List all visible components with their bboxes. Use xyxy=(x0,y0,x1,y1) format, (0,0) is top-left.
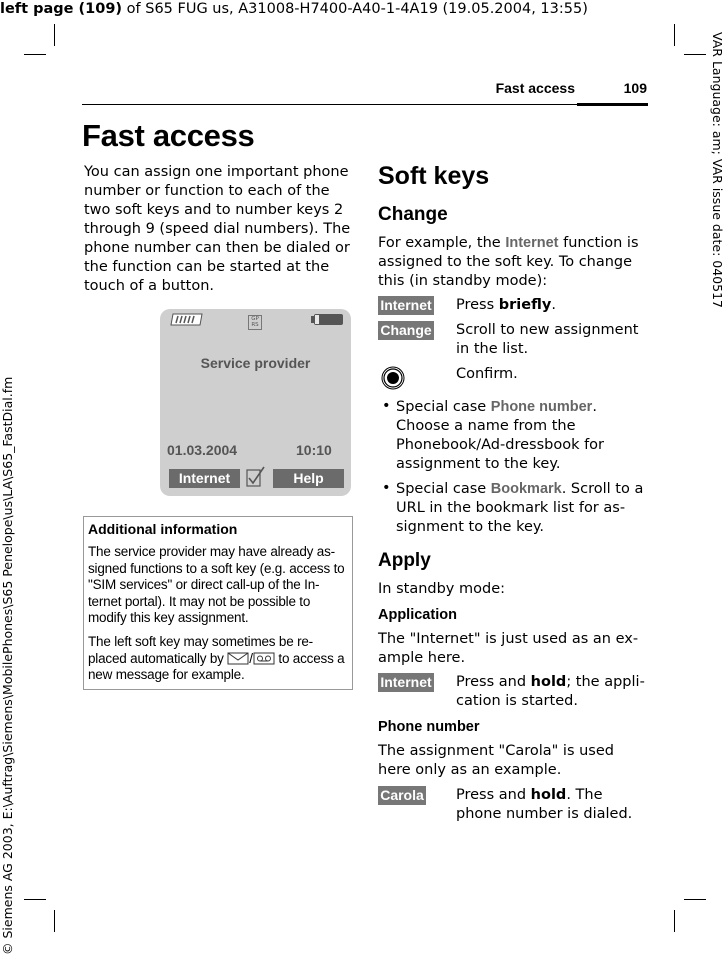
page-title: Fast access xyxy=(82,118,255,153)
print-meta-rest: of S65 FUG us, A31008-H7400-A40-1-4A19 (19.05.2004, 13:55) xyxy=(122,1,588,17)
info-box-heading: Additional information xyxy=(88,521,238,537)
intro-paragraph: You can assign one important phone number or function to each of the two soft keys and to number keys 2 through 9 (speed dial numbers). The phone number can then be dialed or the function can be started at the touch of a button. xyxy=(84,164,351,294)
crop-mark xyxy=(674,24,675,46)
crop-mark xyxy=(54,910,55,932)
voicemail-icon xyxy=(253,652,275,665)
header-rule xyxy=(82,104,648,105)
bullet-text xyxy=(396,398,646,474)
gprs-icon xyxy=(248,315,262,330)
text: Special case xyxy=(396,399,491,415)
info-box-paragraph xyxy=(88,634,350,684)
section-heading: Soft keys xyxy=(378,162,490,190)
softkey-tag: Carola xyxy=(378,786,426,805)
bold-text: hold xyxy=(530,787,567,803)
text: ; the appli-cation is started. xyxy=(456,674,645,709)
bullet: • xyxy=(382,480,391,496)
bold-text: briefly xyxy=(498,297,552,313)
page-number: 109 xyxy=(623,80,647,96)
text: . xyxy=(551,297,556,313)
step-description: Confirm. xyxy=(456,366,518,382)
right-softkey-label: Help xyxy=(273,469,344,488)
subsection-heading: Apply xyxy=(378,550,431,571)
left-margin-text: © Siemens AG 2003, E:\Auftrag\Siemens\MobilePhones\S65 Penelope\us\LA\S65_FastDial.fm xyxy=(0,376,15,955)
phone-number-text: The assignment "Carola" is used here only as an example. xyxy=(378,743,614,778)
text: Special case xyxy=(396,481,491,497)
envelope-icon xyxy=(227,652,249,665)
service-provider-label: Service provider xyxy=(200,355,311,371)
crop-mark xyxy=(24,54,46,55)
step-description xyxy=(456,673,646,711)
left-softkey-label: Internet xyxy=(169,469,240,488)
signal-icon xyxy=(170,313,204,326)
text: function is assigned to the soft key. To change this (in standby mode): xyxy=(378,235,639,289)
function-label: Phone number xyxy=(490,399,593,415)
step-description xyxy=(456,296,646,315)
battery-icon xyxy=(311,313,344,326)
control-key-icon xyxy=(381,366,405,390)
info-text: to access a new message for example. xyxy=(88,650,345,682)
minor-heading: Application xyxy=(378,607,457,623)
crop-mark xyxy=(674,910,675,932)
header-rule-accent xyxy=(577,103,648,106)
text: . The phone number is dialed. xyxy=(456,787,633,822)
softkey-tag: Internet xyxy=(378,673,434,692)
subsection-heading: Change xyxy=(378,204,448,225)
bullet-text xyxy=(396,480,646,537)
print-meta-bold: left page (109) xyxy=(0,1,123,17)
gprs-icon-bottom: RS xyxy=(251,322,259,328)
info-text: The left soft key may sometimes be re-placed automatically by xyxy=(88,634,313,666)
crop-mark xyxy=(684,899,706,900)
envelope-check-icon xyxy=(246,466,266,488)
crop-mark xyxy=(24,899,46,900)
apply-intro: In standby mode: xyxy=(378,581,505,597)
step-description: Scroll to new assignment in the list. xyxy=(456,322,639,357)
text: Press xyxy=(456,297,499,313)
running-header-title: Fast access xyxy=(495,80,575,96)
softkey-tag: Internet xyxy=(378,296,434,315)
text: . Choose a name from the Phonebook/Ad-dressbook for assignment to the key. xyxy=(396,399,605,472)
display-time: 10:10 xyxy=(296,442,332,458)
text: Press and xyxy=(456,787,531,803)
application-text: The "Internet" is just used as an ex-ample here. xyxy=(378,631,639,666)
function-label: Bookmark xyxy=(490,481,562,497)
step-description xyxy=(456,786,646,824)
change-intro xyxy=(378,234,648,291)
function-label: Internet xyxy=(505,235,559,251)
icon-separator: / xyxy=(249,650,253,666)
minor-heading: Phone number xyxy=(378,719,480,735)
gprs-icon-top: GP xyxy=(251,316,259,322)
bold-text: hold xyxy=(530,674,567,690)
softkey-tag: Change xyxy=(378,321,434,340)
crop-mark xyxy=(54,24,55,46)
bullet: • xyxy=(382,398,391,414)
print-meta-line xyxy=(0,0,588,18)
crop-mark xyxy=(684,54,706,55)
right-margin-text: VAR Language: am; VAR issue date: 040517 xyxy=(710,32,725,308)
info-box-paragraph: The service provider may have already as-signed functions to a soft key (e.g. access to "SIM services" or direct call-up of the In-ternet portal). It may not be possible to modify this key assignment. xyxy=(88,544,345,625)
additional-info-box xyxy=(83,516,353,690)
text: Press and xyxy=(456,674,531,690)
text: For example, the xyxy=(378,235,506,251)
display-date: 01.03.2004 xyxy=(167,442,238,458)
phone-display xyxy=(160,309,351,496)
text: . Scroll to a URL in the bookmark list for as-signment to the key. xyxy=(396,481,644,535)
